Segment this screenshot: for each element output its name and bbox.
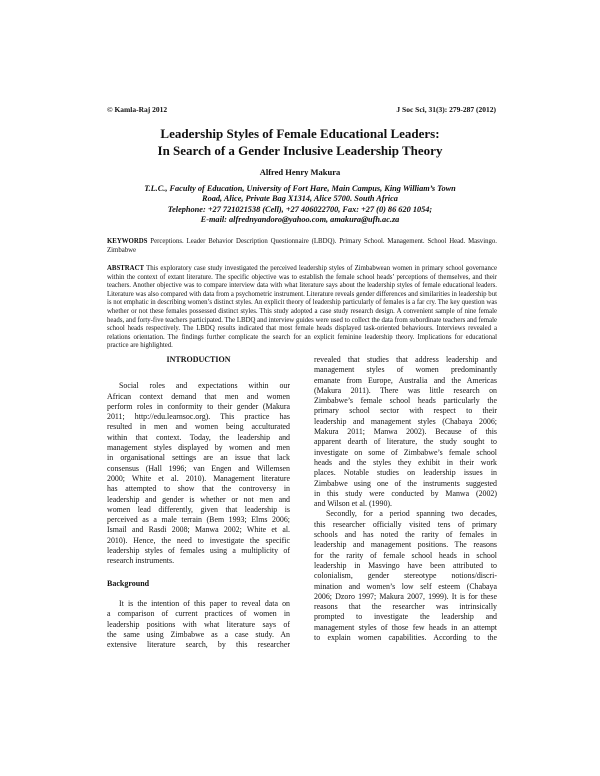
text-line: investigate on some of Zimbabwe’s female school [314, 447, 497, 457]
left-column [107, 355, 290, 650]
text-line: leadership and management positions. The reasons [314, 540, 497, 550]
text-line: leadership in Masvingo have been attributed to [314, 560, 497, 570]
text-line: extensive literature search, by this researcher [107, 640, 290, 650]
text-line: reasons that the researcher was intrinsically [314, 602, 497, 612]
text-line: the same using Zimbabwe as a case study. An [107, 629, 290, 639]
text-line: and Wilson et al. (1990). [314, 499, 392, 509]
text-line: Ismail and Rasdi 2008; Manwa 2002; White et al. [107, 525, 290, 535]
text-line: management styles displayed by women and men [107, 443, 290, 453]
background-paragraph [107, 599, 290, 650]
text-line: It is the intention of this paper to reveal data on [119, 598, 290, 608]
right-paragraph-2 [314, 509, 497, 643]
text-line: 2000; White et al. 2010). Management literature [107, 473, 290, 483]
text-line: in this study were conducted by Manwa (2002) [314, 488, 497, 498]
copyright-header: © Kamla-Raj 2012 [107, 105, 168, 114]
text-line: perceived as a male terrain (Bem 1993; Elms 2006; [107, 515, 290, 525]
paper-title [100, 125, 500, 159]
title-line: In Search of a Gender Inclusive Leadership Theory [157, 143, 443, 158]
right-paragraph-1 [314, 355, 497, 509]
text-line: prompted to investigate the leadership and [314, 612, 497, 622]
keywords-block [107, 238, 497, 255]
affiliation-line: E-mail: alfrednyandoro@yahoo.com, amakura@ufh.ac.za [200, 214, 400, 224]
author-affiliation [100, 184, 500, 225]
affiliation-line: Telephone: +27 721021538 (Cell), +27 406022700, Fax: +27 (0) 86 620 1054; [167, 204, 433, 214]
text-line: to explain women capabilities. According to the [314, 633, 497, 643]
text-line: places. Notable studies on leadership issues in [314, 468, 497, 478]
abstract-text: This exploratory case study investigated the perceived leadership styles of Zimbabwean women in primary school governance within the context of extant literature. The specific objective was to establish the female school heads’ perceptions of themselves, and their teachers. Another objective was to compare interview data with what literature says about the leadership styles of female educational leaders. Literature was also compared with data from a psychometric instrument. Literature reveals gender differences and similarities in leadership but is not emphatic in describing women’s distinct styles. An explicit theory of leadership particularly of females is a far cry. The key question was whether or not these females possessed distinct styles. This study adopted a case study research design. A convenient sample of nine female heads, and forty-five teachers participated. The LBDQ and interview guides were used to collect the data from subordinate teachers and female school heads respectively. The LBDQ results indicated that most female heads displayed task-oriented behaviours. Interviews revealed a relations orientation. The findings further complicate the search for an explicit feminine leadership theory. Implications for educational practice are highlighted. [107, 265, 497, 350]
keywords-label: KEYWORDS [107, 238, 148, 245]
abstract-block [107, 265, 497, 351]
text-line: leadership and gender is whether or not men and [107, 494, 290, 504]
text-line: research instruments. [107, 556, 175, 566]
text-line: Makura 2011; Manwa 2002). Because of this [314, 427, 497, 437]
text-line: (Makura 2011). There was little research on [314, 385, 497, 395]
text-line: 2006; Dzoro 1997; Makura 2007, 1999). It is for these [314, 591, 497, 601]
right-column [314, 355, 497, 643]
subsection-heading-background: Background [107, 578, 150, 588]
text-line: revealed that studies that address leadership and [314, 355, 497, 364]
text-line: heads and the styles they exhibit in their work [314, 457, 497, 467]
section-heading-introduction: INTRODUCTION [166, 355, 231, 364]
text-line: African context demand that men and women [107, 391, 290, 401]
text-line: management styles of those few heads in an attempt [314, 622, 497, 632]
text-line: Zimbabwe’s female school heads particularly the [314, 396, 497, 406]
title-line: Leadership Styles of Female Educational Leaders: [160, 126, 440, 141]
text-line: leadership and management styles (Chabaya 2006; [314, 416, 497, 426]
text-line: leadership styles of females using a multiplicity of [107, 546, 290, 556]
text-line: primary school sector with respect to their [314, 406, 497, 416]
text-line: this researcher officially visited tens of primary [314, 519, 497, 529]
text-line: has attempted to show that the controversy in [107, 484, 290, 494]
text-line: consensus (Hall 1996; van Engen and Willemsen [107, 463, 290, 473]
journal-citation-header: J Soc Sci, 31(3): 279-287 (2012) [396, 105, 496, 114]
text-line: 2010). Hence, the need to investigate the specific [107, 535, 290, 545]
affiliation-line: Road, Alice, Private Bag X1314, Alice 5700. South Africa [202, 194, 398, 204]
text-line: resulted in men and women being acculturated [107, 422, 290, 432]
text-line: management styles of women predominantly [314, 365, 497, 375]
text-line: colonialism, gender stereotype notions/discri- [314, 571, 497, 581]
author-name: Alfred Henry Makura [259, 167, 341, 177]
keywords-text: Perceptions. Leader Behavior Description Questionnaire (LBDQ). Primary School. Management. School Head. Masvingo. Zimbabwe [107, 238, 497, 254]
text-line: leadership positions with what literature says of [107, 619, 290, 629]
text-line: in organisational settings are an issue that lack [107, 453, 290, 463]
text-line: perform roles in conformity to their gender (Makura [107, 401, 290, 411]
text-line: within that context. Today, the leadership and [107, 432, 290, 442]
text-line: for the rarity of female school heads in school [314, 550, 497, 560]
text-line: mination and women’s low self esteem (Chabaya [314, 581, 497, 591]
text-line: women lead differently, given that leadership is [107, 504, 290, 514]
text-line: apparent dearth of literature, the study sought to [314, 437, 497, 447]
text-line: Zimbabwe using one of the instruments suggested [314, 478, 497, 488]
text-line: a comparison of current practices of women in [107, 609, 290, 619]
text-line: schools and has noted the rarity of females in [314, 530, 497, 540]
abstract-label: ABSTRACT [107, 265, 145, 272]
text-line: emanate from Europe, Australia and the Americas [314, 375, 497, 385]
affiliation-line: T.L.C., Faculty of Education, University of Fort Hare, Main Campus, King William’s Town [144, 184, 456, 193]
text-line: Social roles and expectations within our [119, 381, 290, 391]
text-line: 2011; http://edu.learnsoc.org). This practice has [107, 412, 290, 422]
introduction-paragraph [107, 381, 290, 566]
text-line: Secondly, for a period spanning two decades, [326, 509, 497, 519]
